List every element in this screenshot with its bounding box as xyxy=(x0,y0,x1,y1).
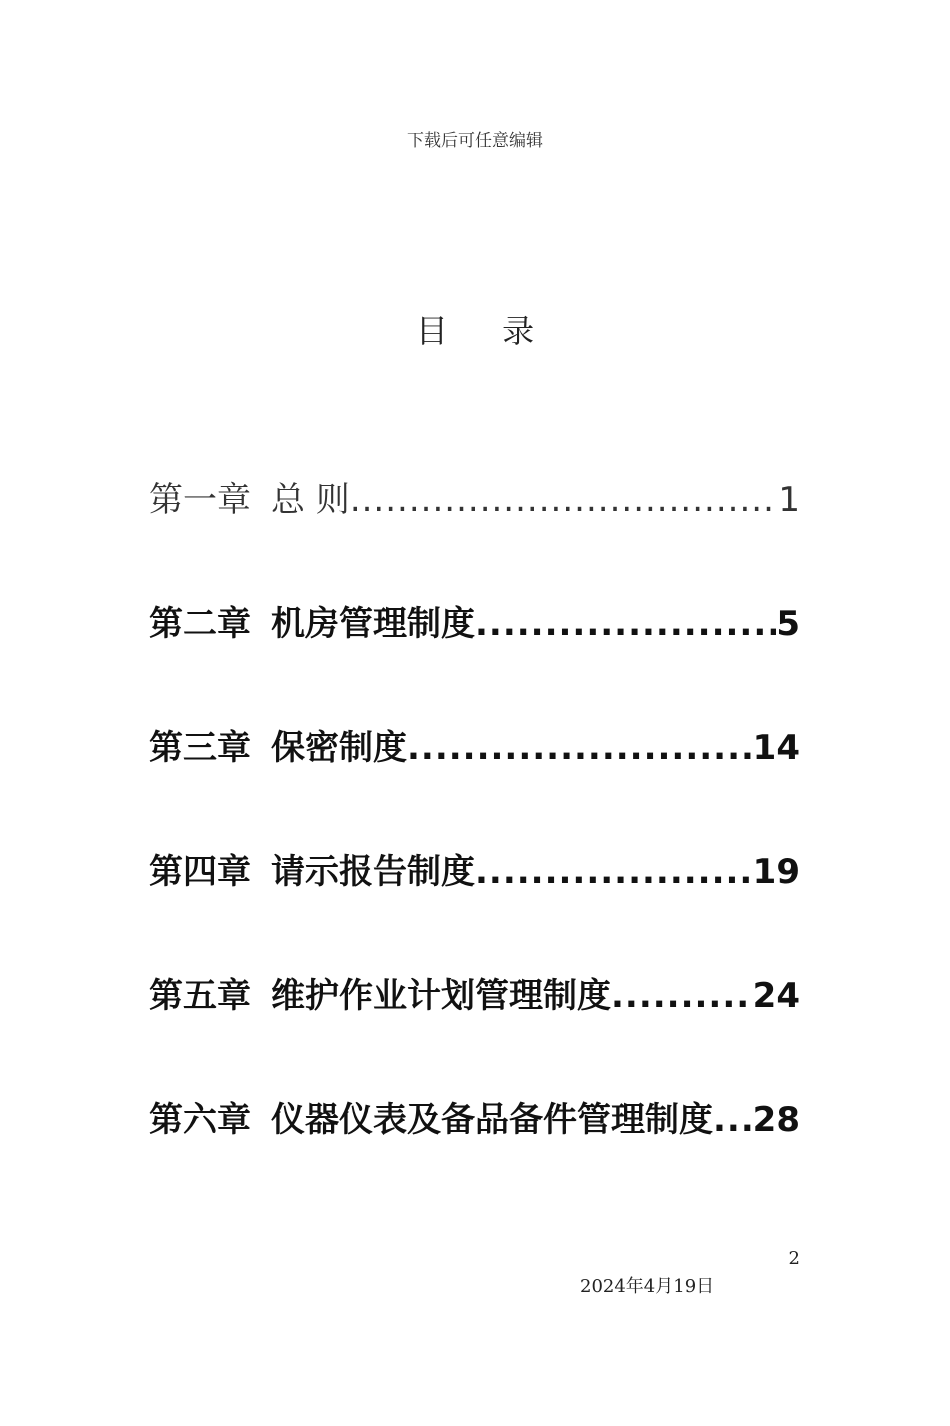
toc-dot-leader xyxy=(407,728,753,768)
toc-chapter-title: 总 则 xyxy=(271,480,350,520)
toc-title: 目 录 xyxy=(415,312,557,350)
toc-chapter-title: 请示报告制度 xyxy=(271,852,475,892)
toc-entry-chapter-6[interactable] xyxy=(149,1092,800,1216)
header-note: 下载后可任意编辑 xyxy=(407,131,543,151)
toc-chapter-number: 第五章 xyxy=(149,976,251,1016)
toc-dot-leader xyxy=(475,852,753,892)
toc-dot-leader xyxy=(475,604,776,644)
toc-chapter-number: 第四章 xyxy=(149,852,251,892)
toc-entry-chapter-1[interactable] xyxy=(149,472,800,596)
toc-entry-chapter-5[interactable] xyxy=(149,968,800,1092)
toc-chapter-number: 第三章 xyxy=(149,728,251,768)
toc-entry-chapter-2[interactable] xyxy=(149,596,800,720)
toc-dot-leader xyxy=(350,480,779,520)
page-number: 2 xyxy=(788,1248,800,1269)
toc-dot-leader xyxy=(611,976,753,1016)
toc-page-number: 28 xyxy=(752,1100,800,1140)
toc-dot-leader xyxy=(713,1100,753,1140)
toc-entry-chapter-4[interactable] xyxy=(149,844,800,968)
toc-chapter-number: 第六章 xyxy=(149,1100,251,1140)
toc-chapter-title: 仪器仪表及备品备件管理制度 xyxy=(271,1100,713,1140)
toc-chapter-number: 第二章 xyxy=(149,604,251,644)
toc-list xyxy=(149,472,800,1216)
toc-page-number: 5 xyxy=(776,604,800,644)
toc-page-number: 1 xyxy=(778,480,800,520)
toc-chapter-title: 保密制度 xyxy=(271,728,407,768)
footer-date: 2024年4月19日 xyxy=(580,1276,715,1297)
toc-chapter-title: 机房管理制度 xyxy=(271,604,475,644)
toc-entry-chapter-3[interactable] xyxy=(149,720,800,844)
toc-page-number: 24 xyxy=(752,976,800,1016)
toc-page-number: 19 xyxy=(752,852,800,892)
toc-page-number: 14 xyxy=(752,728,800,768)
toc-chapter-number: 第一章 xyxy=(149,480,251,520)
toc-chapter-title: 维护作业计划管理制度 xyxy=(271,976,611,1016)
